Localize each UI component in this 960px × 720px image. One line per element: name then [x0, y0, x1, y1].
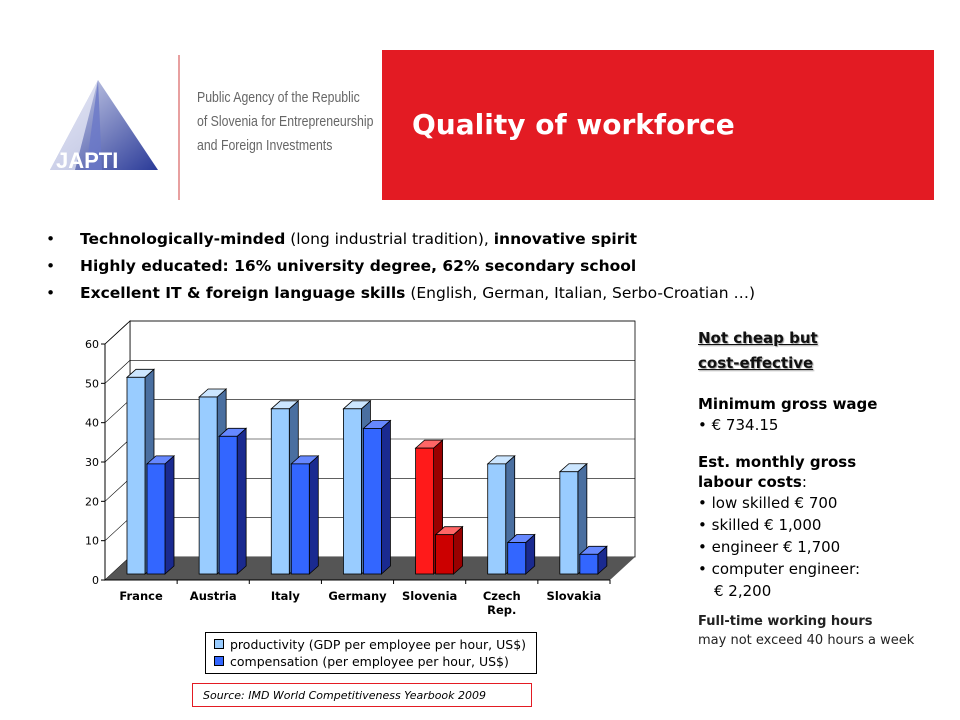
bar-compensation	[363, 428, 381, 574]
legend-swatch	[214, 639, 224, 649]
bullet-bold: innovative spirit	[493, 230, 638, 248]
legend-item	[214, 636, 526, 652]
legend-swatch	[214, 656, 224, 666]
bar-productivity	[271, 409, 289, 574]
cost-item: • low skilled € 700	[698, 492, 948, 514]
bullet-item	[44, 226, 755, 253]
y-tick-label: 30	[85, 456, 99, 469]
y-tick-label: 0	[92, 574, 99, 587]
bar-compensation	[291, 464, 309, 574]
bullet-text: (long industrial tradition),	[285, 230, 494, 248]
bar-compensation	[147, 464, 165, 574]
y-tick-label: 40	[85, 416, 99, 430]
y-tick-label: 20	[85, 495, 99, 509]
x-tick-label: Italy	[270, 589, 300, 603]
bullet-bold: Highly educated: 16% university degree, 62% secondary school	[80, 257, 637, 275]
cost-item-value: € 2,200	[714, 582, 772, 600]
agency-line: Public Agency of the Republic	[197, 89, 360, 106]
hours-bold: Full-time working hours	[698, 614, 873, 629]
legend-label: compensation (per employee per hour, US$)	[230, 653, 509, 669]
agency-name	[197, 86, 386, 158]
bar-side	[165, 456, 174, 574]
agency-line: of Slovenia for Entrepreneurship	[197, 113, 374, 130]
chart-legend	[205, 632, 537, 674]
x-tick-label: Slovenia	[401, 589, 458, 603]
bar-productivity	[560, 472, 578, 574]
hours-note	[698, 612, 948, 650]
legend-label: productivity (GDP per employee per hour, US$)	[230, 636, 527, 652]
cost-item: • skilled € 1,000	[698, 514, 948, 536]
bar-productivity	[199, 397, 217, 574]
bullet-bold: Technologically-minded	[80, 230, 286, 248]
japti-logo	[30, 60, 180, 200]
divider-line	[178, 55, 180, 200]
bar-compensation	[508, 543, 526, 574]
y-tick-label: 10	[85, 534, 99, 548]
y-tick-label: 50	[85, 377, 99, 391]
bullet-list	[44, 226, 755, 307]
bullet-item	[44, 280, 755, 307]
bar-compensation	[436, 535, 454, 574]
bar-side	[237, 428, 246, 574]
labour-label-text: labour costs	[698, 473, 802, 491]
legend-item	[214, 653, 509, 669]
cost-panel	[698, 326, 948, 650]
x-tick-label: Slovakia	[546, 589, 602, 603]
source-note: Source: IMD World Competitiveness Yearbook 2009	[192, 683, 532, 707]
bar-productivity	[488, 464, 506, 574]
cost-item: • computer engineer:	[698, 558, 948, 580]
bar-chart	[85, 305, 640, 625]
logo-text: JAPTI	[56, 148, 119, 173]
panel-heading: Not cheap but	[698, 329, 818, 347]
cost-item: • engineer € 1,700	[698, 536, 948, 558]
page-title: Quality of workforce	[412, 108, 735, 141]
labour-colon: :	[801, 473, 807, 491]
bar-productivity	[416, 448, 434, 574]
bullet-item	[44, 253, 755, 280]
bar-side	[309, 456, 318, 574]
bullet-bold: Excellent IT & foreign language skills	[80, 284, 406, 302]
bar-side	[381, 420, 390, 574]
min-wage-label: Minimum gross wage	[698, 395, 878, 413]
x-tick-label: Germany	[328, 589, 387, 603]
bar-productivity	[343, 409, 361, 574]
agency-line: and Foreign Investments	[197, 137, 333, 154]
x-tick-label: Rep.	[487, 603, 517, 617]
labour-label: Est. monthly gross	[698, 453, 857, 471]
hours-text: may not exceed 40 hours a week	[698, 633, 915, 648]
bar-compensation	[580, 554, 598, 574]
x-tick-label: Czech	[482, 589, 521, 603]
title-banner	[382, 50, 934, 200]
labour-label-2	[698, 472, 948, 492]
bar-productivity	[127, 377, 145, 574]
panel-heading: cost-effective	[698, 354, 814, 372]
x-tick-label: Austria	[189, 589, 237, 603]
bar-compensation	[219, 436, 237, 574]
bullet-text: (English, German, Italian, Serbo-Croatian …)	[405, 284, 756, 302]
x-tick-label: France	[119, 589, 163, 603]
y-tick-label: 60	[85, 338, 99, 351]
min-wage-value: • € 734.15	[698, 414, 948, 436]
